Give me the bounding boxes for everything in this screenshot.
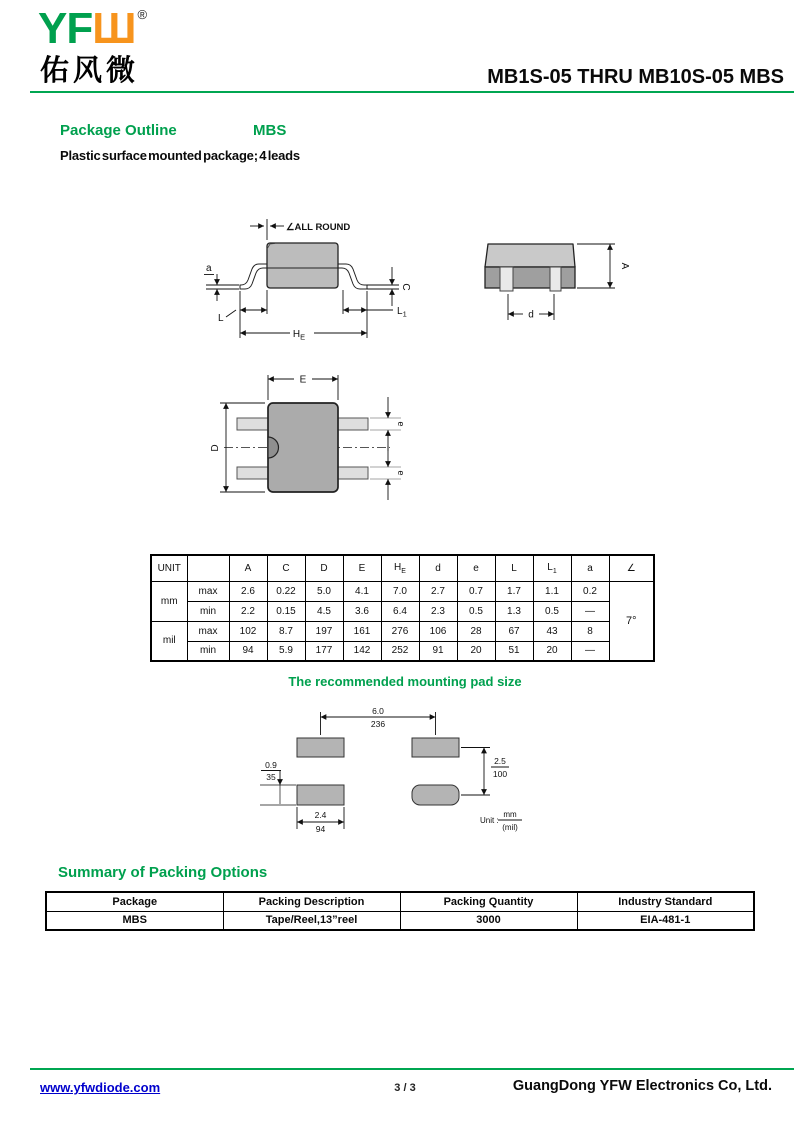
cell: 197 [305,621,343,641]
cell: 161 [343,621,381,641]
package-body [267,243,338,288]
cell: 5.9 [267,641,305,661]
cell: 8 [571,621,609,641]
col-limit [187,555,229,581]
col-L: L [495,555,533,581]
cell: — [571,601,609,621]
label-d-length: D [210,444,221,452]
label-l: L [218,313,224,324]
cell: 5.0 [305,581,343,601]
cell: 0.5 [533,601,571,621]
packing-quantity-value: 3000 [400,911,577,930]
label-he: $H_E$ [292,329,306,342]
cell: 4.5 [305,601,343,621]
cell: 2.3 [419,601,457,621]
col-unit: UNIT [151,555,187,581]
col-angle: ∠ [609,555,654,581]
dimension-table [150,554,655,662]
cell: 1.1 [533,581,571,601]
label-c: C [400,283,411,291]
registered-trademark-icon: ® [137,7,147,22]
dimension-table-header-row [151,555,654,581]
pad-width-mm: 2.4 [314,810,327,820]
col-a: a [571,555,609,581]
footer-divider [30,1068,794,1070]
cell: 8.7 [267,621,305,641]
lead-left-bottom [237,467,268,479]
unit-mm: mm [503,810,517,819]
cell: 91 [419,641,457,661]
table-row-mil-max [151,621,654,641]
cell: 0.15 [267,601,305,621]
lead-front-left [500,267,513,291]
pad-height-mil: 35 [266,772,276,782]
yfw-logo [38,4,147,89]
label-all-round: ∠ALL ROUND [286,222,351,233]
cell: 2.6 [229,581,267,601]
label-l1: $L_1$ [397,306,407,319]
all-round-dimension [250,219,284,240]
company-name: GuangDong YFW Electronics Co, Ltd. [512,1078,772,1094]
pad-bottom-right [412,785,459,805]
col-industry-standard: Industry Standard [577,892,754,911]
cell: 1.3 [495,601,533,621]
lead-right-top [338,418,368,430]
cell: 0.5 [457,601,495,621]
table-row-mm-max [151,581,654,601]
side-view-drawing [193,206,425,348]
cell: 0.2 [571,581,609,601]
col-A: A [229,555,267,581]
cell: 51 [495,641,533,661]
packing-data-row [46,911,754,930]
right-lead [338,264,367,289]
cell: 177 [305,641,343,661]
lead-right-bottom [338,467,368,479]
logo-wordmark [38,4,147,53]
cell: 4.1 [343,581,381,601]
package-name: MBS [253,122,287,139]
cell: 94 [229,641,267,661]
col-HE: $H_E$ [381,555,419,581]
cell: 67 [495,621,533,641]
angle-value: 7° [609,581,654,661]
cell: 106 [419,621,457,641]
industry-standard-value: EIA-481-1 [577,911,754,930]
pad-top-right [412,738,459,757]
document-title: MB1S-05 THRU MB10S-05 MBS [487,66,784,88]
mounting-pad-drawing [248,698,553,843]
pad-vpitch-mm: 2.5 [494,756,506,766]
packing-header-row [46,892,754,911]
col-e: e [457,555,495,581]
pad-width-mil: 94 [315,824,326,834]
cell: 0.7 [457,581,495,601]
pad-height-mm: 0.9 [265,760,277,770]
col-E: E [343,555,381,581]
col-L1: $L_1$ [533,555,571,581]
unit-mil: mil [151,621,187,661]
pad-bottom-left [297,785,344,805]
mounting-pad-title: The recommended mounting pad size [288,674,522,689]
cell: 1.7 [495,581,533,601]
col-packing-description: Packing Description [223,892,400,911]
packing-options-heading: Summary of Packing Options [58,864,268,881]
label-height-a: A [619,262,630,270]
col-packing-quantity: Packing Quantity [400,892,577,911]
label-d: d [528,309,534,321]
packing-description-value: Tape/Reel,13”reel [223,911,400,930]
cell: 252 [381,641,419,661]
pad-span-mil: 236 [370,719,386,729]
unit-mm: mm [151,581,187,621]
section-heading-package-outline: Package Outline [60,122,177,139]
label-e-width: E [299,374,307,386]
limit-min: min [187,601,229,621]
col-package: Package [46,892,223,911]
label-e-pitch-top: e [396,421,406,427]
limit-max: max [187,621,229,641]
top-view-drawing [198,363,416,515]
col-D: D [305,555,343,581]
logo-text-w: Ш [92,4,136,53]
page-number: 3 / 3 [394,1082,416,1094]
pad-top-left [297,738,344,757]
left-lead [240,264,267,289]
logo-chinese-name: 佑风微 [40,55,140,88]
cell: 2.2 [229,601,267,621]
cell: 7.0 [381,581,419,601]
pad-span-mm: 6.0 [372,706,384,716]
cell: 276 [381,621,419,641]
col-C: C [267,555,305,581]
cell: 142 [343,641,381,661]
lead-left-top [237,418,268,430]
cell: 2.7 [419,581,457,601]
package-value: MBS [46,911,223,930]
col-d: d [419,555,457,581]
cell: 0.22 [267,581,305,601]
cell: 102 [229,621,267,641]
limit-min: min [187,641,229,661]
label-a: a [206,263,212,274]
cell: 20 [457,641,495,661]
lead-front-right [550,267,561,291]
label-e-pitch-bottom: e [396,470,406,476]
table-row-mil-min [151,641,654,661]
iso-view-drawing [462,226,637,334]
website-link[interactable]: www.yfwdiode.com [40,1080,161,1095]
pad-vpitch-mil: 100 [492,769,508,779]
logo-text-yf: YF [38,4,93,53]
package-description: Plastic surface mounted package; 4 leads [60,148,300,163]
limit-max: max [187,581,229,601]
unit-label: Unit : [480,816,499,825]
header-divider [30,91,794,93]
cell: 20 [533,641,571,661]
cell: — [571,641,609,661]
cell: 6.4 [381,601,419,621]
cell: 43 [533,621,571,641]
dimension-lines [260,712,522,829]
package-top-face [485,244,575,267]
unit-mil: (mil) [502,823,518,832]
cell: 28 [457,621,495,641]
packing-options-table [45,891,755,931]
table-row-mm-min [151,601,654,621]
cell: 3.6 [343,601,381,621]
